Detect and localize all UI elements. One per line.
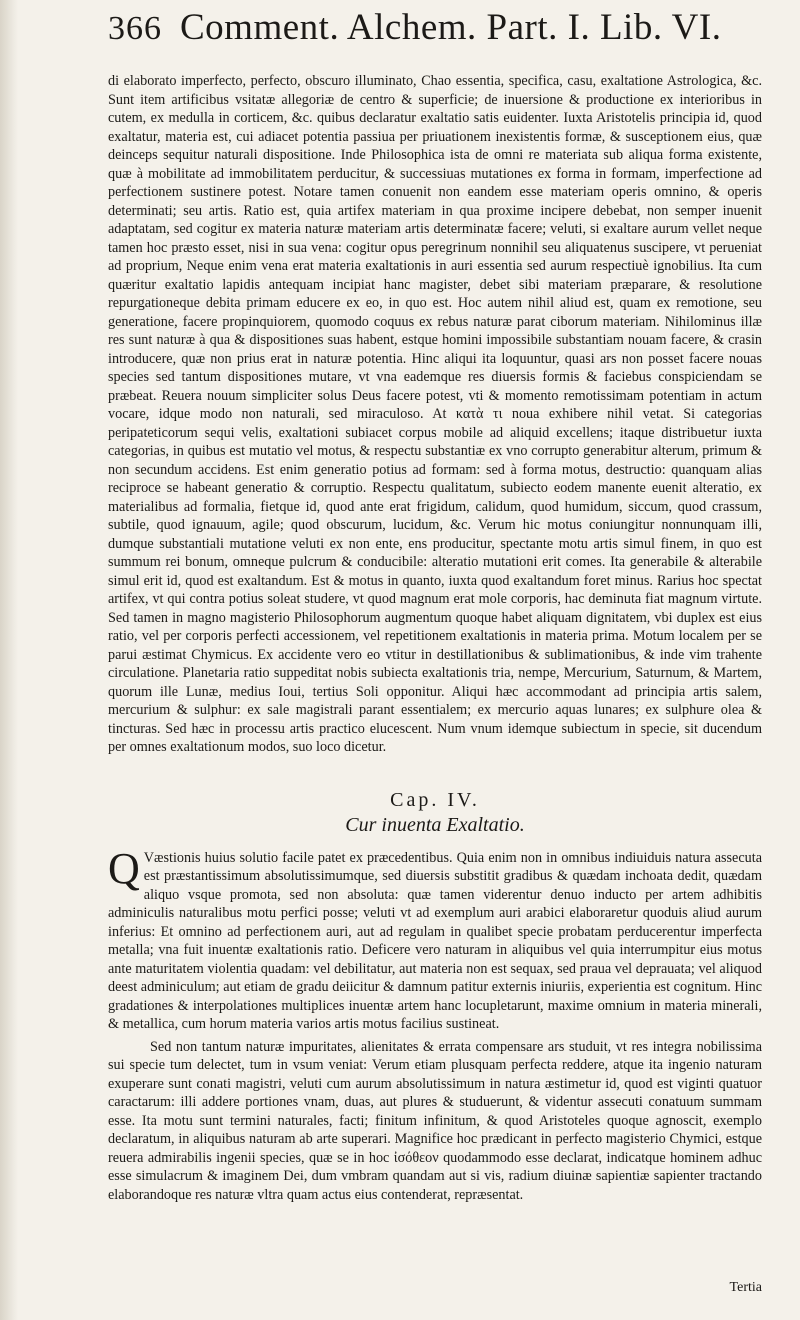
running-title: Comment. Alchem. Part. I. Lib. VI. (180, 7, 722, 48)
chapter-heading (108, 789, 762, 837)
paragraph-2: Sed non tantum naturæ impuritates, alienitates & errata compensare ars studuit, vt res integra nobilissima sui specie tum delectet, tum in vsum veniat: Verum etiam plusquam perfecta reddere, atque ita ingenio naturam exuperare sunt conati magistri, veluti cum aurum absolutissimum in natura æstimetur id, quod est viginti quatuor caractarum: illi addere portiones vnam, duas, aut plures & studuerunt, & videntur assecuti conatuum summam esse. Ita motu sunt termini naturales, facti; finitum infinitum, & quod Aristoteles quoque agnoscit, exemplo declaratum, in aliquibus naturam ab arte superari. Magnifice hoc prædicant in perfecto magisterio Chymici, estque reuera admirabilis ingenii species, quæ se in hoc ἰσόθεον quodammodo esse declarat, indicatque hominem adhuc esse simulacrum & imaginem Dei, dum vmbram quandam aut si vis, radium diuinæ sapientiæ sapienter tractando elaborandoque res naturæ vltra quam actus eius contenderat, repræsentat. (108, 1038, 762, 1203)
paragraph-1: QVæstionis huius solutio facile patet ex præcedentibus. Quia enim non in omnibus indiuiduis natura assecuta est præstantissimum absolutissimumque, sed diuersis substitit gradibus & quædam inchoata dedit, quædam aliquo vsque promota, sed non absoluta: quæ tamen viderentur denuo inducto per artem adhibitis adminiculis naturalibus motu perfici posse; veluti vt ad exemplum auri arabici elaboraretur quoduis aliud aurum inferius: Et omnino ad perfectionem auri, aut ad regulam in qualibet specie probatam perducerentur imperfecta metalla; vna fuit inuentæ exaltationis ratio. Deficere vero naturam in aliquibus vel quia interrumpitur eius motus ante maturitatem violentia quadam: vel debilitatur, aut materia non est sequax, sed praua vel deprauata; vel aliquod deest adminiculum; aut etiam de gradu deiicitur & damnum patitur externis iniuriis, experientia est cognitum. Hinc gradationes & interpolationes multiplices inuentæ artem hanc locupletarunt, maxime omnium in materia minerali, & metallica, cum horum materia varios artis motus facilius sustineat. (108, 843, 762, 1032)
continuation-text: di elaborato imperfecto, perfecto, obscuro illuminato, Chao essentia, specifica, casu, exaltatione Astrologica, &c. Sunt item artificibus vsitatæ allegoriæ de centro & superficie; de inuersione & productione ex interioribus in cutem, ex medulla in corticem, &c. quibus declaratur exaltatio satis euidenter. Iuxta Aristotelis principia id, quod exaltatur, materia est, cui adiacet potentia passiua per priuationem inexistentis formæ, & susceptionem eius, quæ deinceps sequitur naturali dispositione. Inde Philosophica ista de omni re materiata sub aliqua forma existente, quæ à mobilitate ad immobilitatem perducitur, & successiuas mutationes ex forma in formam, imperfectione ad perfectionem sustinere potest. Notare tamen conuenit non eandem esse materiam operis omnino, & operis determinati; seu artis. Ratio est, quia artifex materiam in qua proxime incipere debebat, non semper inuenit adaptatam, sed cogitur ex materia naturæ materiam artis determinatæ facere; veluti, si exaltare aurum vellet neque tamen hoc præsto esset, nisi in sua vena: cogitur opus peregrinum nonnihil seu aliquatenus suscipere, vt perueniat ad proprium, Neque enim vena erat materia exaltationis in auri essentia sed aurum respectiuè ignobilius. Ita cum quæritur exaltatio lapidis antequam incipiat hanc magister, debet sibi materiam præparare, & resolutione repurgationeque debita primam educere ex eo, in quo est. Hoc autem nihil aliud est, quam ex remotione, seu generatione, facere propinquiorem, quomodo coquus ex rebus naturæ parat ciborum materiam. Nihilominus illæ res sunt naturæ à qua & dispositiones suas habent, estque homini impossibile substantiam nouam facere, & crasin introducere, quæ non prius erat in naturæ potentia. Hinc aliqui ita loquuntur, quasi ars non posset facere nouas species sed tantum dispositiones mutare, vt vna eademque res diuersis formis & faciebus conspiciendam se præbeat. Reuera nouum simpliciter solus Deus facere potest, vti & momento remotissimam potentiam in actum vocare, idque modo non naturali, sed miraculoso. At κατὰ τι noua exhibere nihil vetat. Si categorias peripateticorum sequi velis, exaltationi subiacet corpus mobile ad aliquid excellens; itaque distribuetur iuxta categorias, in quibus est mutatio vel motus, & respectu substantiæ ex vno corrupto generabitur alterum, primum & non secundum accidens. Est enim generatio potius ad formam: sed à forma motus, destructio: quanquam alias reciproce se habeant generatio & corruptio. Respectu qualitatum, subiecto eodem manente euenit alteratio, ex materialibus ad formalia, fietque id, quod ante erat frigidum, calidum, quod humidum, siccum, quod crassum, subtile, quod ignauum, agile; quod obscurum, lucidum, &c. Verum hic motus coniungitur nonnunquam illi, dumque substantiali mutatione veluti ex non ente, ens producitur, spectante motu artis simul finem, in quo est summum rei bonum, omneque pulcrum & conducibile: alteratio mutationi erit comes. Ita generabile & alterabile simul erit id, quod est exaltandum. Est & motus in quanto, iuxta quod exaltandum foret minus. Rarius hoc spectat artifex, vt qui contra potius soleat studere, vt quod magnum erat mole corporis, hac deminuta fiat magnum virtute. Sed tamen in magno magisterio Philosophorum augmentum quoque habet aliquam dignitatem, vbi duplex est eius ratio, vel per corporis perfecti accessionem, vel repetitionem exaltationis in materia prima. Motum localem per se parui æstimat Chymicus. Ex accidente vero eo vtitur in destillationibus & sublimationibus, & inde vim trahente circulatione. Planetaria ratio suppeditat nobis subiecta exaltationis tria, nempe, Mercurium, Saturnum, & Martem, quorum ille Lunæ, medius Ioui, tertius Soli opponitur. Aliqui hæc accommodant ad principia artis salem, mercurium & sulphur: ex sale magistrali parant essentialem; ex mercurio aquas lunares; ex sulphure olea & tincturas. Sed hæc in processu artis practico elucescent. Num vnum idemque subiectum in specie, sit ducendum per omnes exaltationum modos, suo loco dicetur. (108, 73, 762, 755)
page-number: 366 (108, 10, 162, 47)
gutter-shadow (0, 0, 18, 1320)
catchword: Tertia (729, 1280, 762, 1295)
chapter-title: Cur inuenta Exaltatio. (345, 813, 525, 836)
page-header (108, 6, 762, 72)
chapter-number: Cap. IV. (390, 788, 480, 811)
